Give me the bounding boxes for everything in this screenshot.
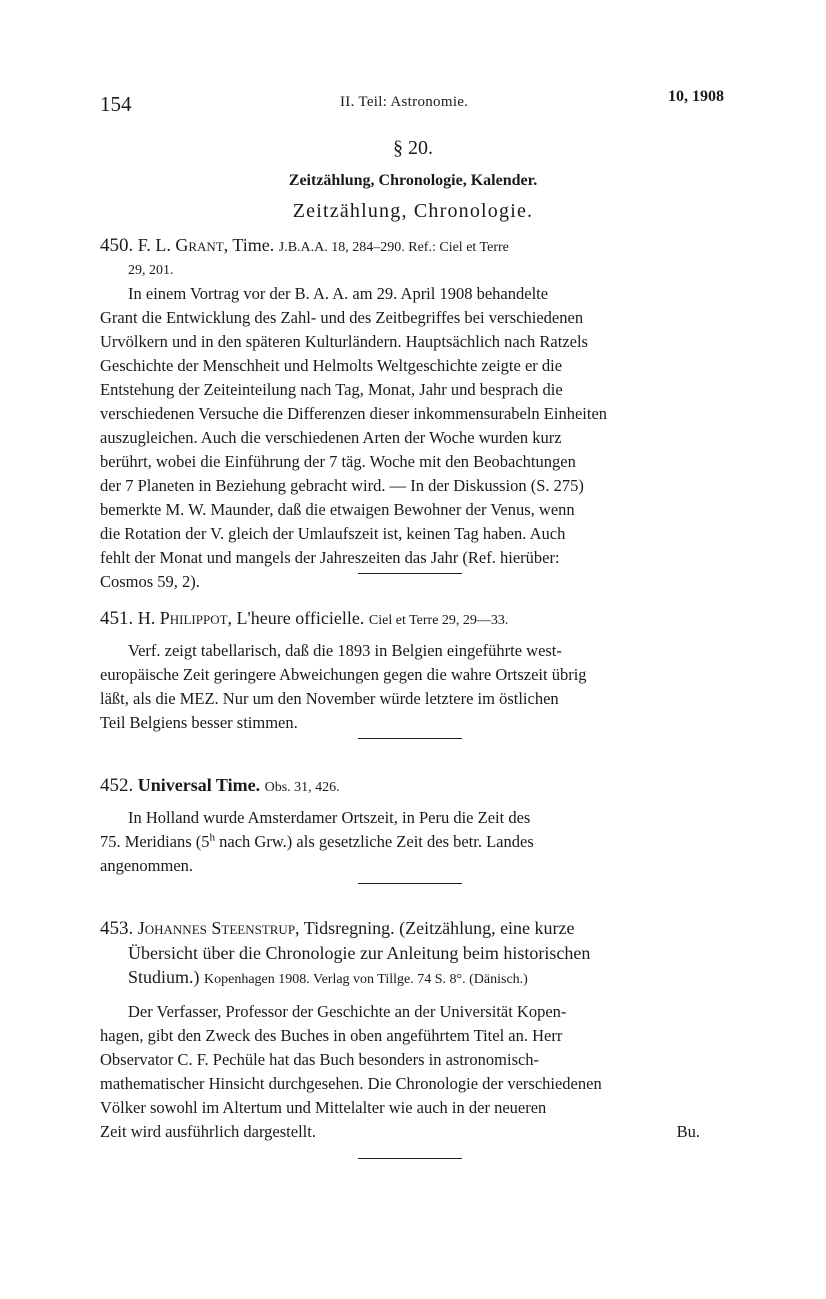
entry-title-line	[100, 233, 724, 260]
body-line: mathematischer Hinsicht durchgesehen. Die Chronologie der verschiedenen	[100, 1074, 602, 1093]
body-line: bemerkte M. W. Maunder, daß die etwaigen Bewohner der Venus, wenn	[100, 500, 575, 519]
body-line: hagen, gibt den Zweck des Buches in oben angeführtem Titel an. Herr	[100, 1026, 563, 1045]
entry-title-continued	[100, 965, 724, 992]
entry-number: 453.	[100, 918, 134, 939]
body-line: die Rotation der V. gleich der Umlaufszeit ist, keinen Tag haben. Auch	[100, 524, 566, 543]
body-line	[100, 1120, 724, 1144]
body-line: läßt, als die MEZ. Nur um den November würde letztere im östlichen	[100, 689, 559, 708]
volume-number: 10, 1908	[668, 88, 724, 105]
entry-number: 451.	[100, 608, 134, 629]
entry-author: Johannes Steenstrup,	[137, 918, 300, 938]
section-heading: Zeitzählung, Chronologie, Kalender.	[288, 172, 538, 189]
separator-rule	[358, 883, 462, 884]
body-line	[100, 830, 724, 854]
entry-source: Ciel et Terre 29, 29—33.	[368, 613, 509, 628]
body-line: verschiedenen Versuche die Differenzen dieser inkommensurabeln Einheiten	[100, 404, 608, 423]
body-text: nach Grw.) als gesetzliche Zeit des betr. Landes	[215, 832, 534, 851]
entry-author: H. Philippot,	[137, 608, 233, 628]
separator-rule	[358, 1158, 462, 1159]
body-line: In Holland wurde Amsterdamer Ortszeit, in Peru die Zeit des	[128, 808, 531, 827]
entry-450	[100, 233, 724, 594]
body-line: Völker sowohl im Altertum und Mittelalter wie auch in der neueren	[100, 1098, 547, 1117]
body-line: In einem Vortrag vor der B. A. A. am 29. April 1908 behandelte	[128, 284, 549, 303]
body-line: angenommen.	[100, 856, 194, 875]
body-line: Geschichte der Menschheit und Helmolts Weltgeschichte zeigte er die	[100, 356, 563, 375]
entry-number: 450.	[100, 235, 134, 256]
entry-source: Kopenhagen 1908. Verlag von Tillge. 74 S. 8°. (Dänisch.)	[204, 972, 528, 987]
entry-title-line	[100, 606, 724, 633]
entry-title-line	[100, 916, 724, 941]
body-line: Teil Belgiens besser stimmen.	[100, 713, 298, 732]
entry-title-line	[100, 773, 724, 800]
running-title: II. Teil: Astronomie.	[340, 94, 469, 110]
subsection-heading: Zeitzählung, Chronologie.	[292, 200, 534, 222]
body-line: auszugleichen. Auch die verschiedenen Arten der Woche wurden kurz	[100, 428, 562, 447]
entry-451	[100, 606, 724, 735]
page-number: 154	[100, 92, 132, 116]
body-line: berührt, wobei die Einführung der 7 täg. Woche mit den Beobachtungen	[100, 452, 576, 471]
entry-453	[100, 916, 724, 1144]
entry-452	[100, 773, 724, 878]
entry-title: L'heure officielle.	[236, 608, 365, 628]
body-line: europäische Zeit geringere Abweichungen gegen die wahre Ortszeit übrig	[100, 665, 587, 684]
body-line: Cosmos 59, 2).	[100, 572, 200, 591]
entry-number: 452.	[100, 775, 134, 796]
entry-source: J.B.A.A. 18, 284–290. Ref.: Ciel et Terre	[278, 240, 509, 255]
body-line: Urvölkern und in den späteren Kulturländern. Hauptsächlich nach Ratzels	[100, 332, 588, 351]
separator-rule	[358, 573, 462, 574]
body-line: fehlt der Monat und mangels der Jahreszeiten das Jahr (Ref. hierüber:	[100, 548, 560, 567]
separator-rule	[358, 738, 462, 739]
body-text: Zeit wird ausführlich dargestellt.	[100, 1122, 316, 1141]
entry-title: Tidsregning.	[303, 918, 395, 938]
section-number: § 20.	[393, 137, 433, 159]
entry-title-continued: Übersicht über die Chronologie zur Anleitung beim historischen	[128, 943, 591, 963]
entry-source: Obs. 31, 426.	[264, 780, 340, 795]
hour-superscript: h	[209, 831, 216, 844]
body-text: 75. Meridians (5	[100, 832, 210, 851]
entry-title: Time.	[232, 235, 275, 255]
entry-author: F. L. Grant,	[137, 235, 229, 255]
body-line: Verf. zeigt tabellarisch, daß die 1893 in Belgien eingeführte west-	[128, 641, 562, 660]
body-line: Observator C. F. Pechüle hat das Buch besonders in astronomisch-	[100, 1050, 540, 1069]
body-line: der 7 Planeten in Beziehung gebracht wird. — In der Diskussion (S. 275)	[100, 476, 584, 495]
body-line: Entstehung der Zeiteinteilung nach Tag, Monat, Jahr und besprach die	[100, 380, 563, 399]
entry-title-rest: Studium.)	[128, 967, 200, 987]
entry-title: Universal Time.	[137, 775, 261, 795]
entry-title-rest: (Zeitzählung, eine kurze	[399, 918, 575, 938]
reviewer-signature: Bu.	[676, 1122, 700, 1141]
entry-source-continued: 29, 201.	[128, 263, 174, 278]
body-line: Der Verfasser, Professor der Geschichte an der Universität Kopen-	[128, 1002, 567, 1021]
body-line: Grant die Entwicklung des Zahl- und des Zeitbegriffes bei verschiedenen	[100, 308, 584, 327]
running-head	[100, 86, 724, 116]
